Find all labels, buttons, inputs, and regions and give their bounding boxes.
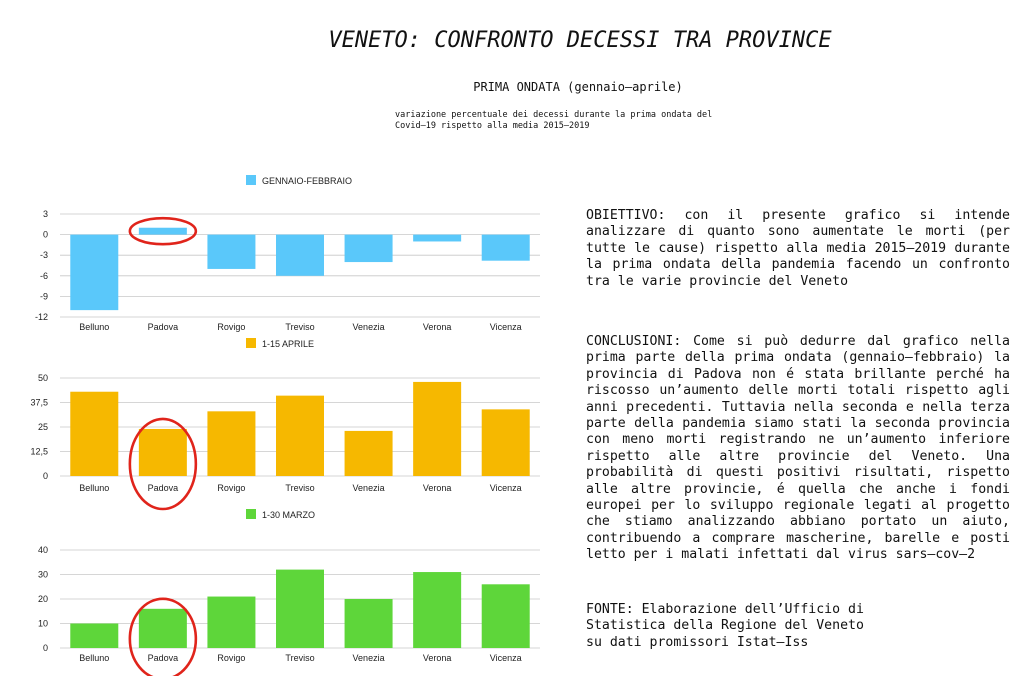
x-tick-label: Vicenza bbox=[489, 322, 522, 332]
bar-padova bbox=[139, 609, 187, 648]
chart-marzo-svg bbox=[18, 503, 552, 668]
bar-vicenza bbox=[482, 409, 530, 476]
bar-belluno bbox=[70, 624, 118, 649]
x-tick-label: Venezia bbox=[352, 653, 385, 663]
x-tick-label: Belluno bbox=[79, 653, 110, 663]
chart-aprile-svg bbox=[18, 333, 552, 498]
bar-rovigo bbox=[207, 411, 255, 476]
x-tick-label: Treviso bbox=[285, 483, 315, 493]
y-tick-label: -9 bbox=[39, 291, 48, 302]
y-tick-label: 40 bbox=[37, 545, 48, 555]
bar-padova bbox=[139, 228, 187, 235]
page-title: VENETO: CONFRONTO DECESSI TRA PROVINCE bbox=[328, 28, 832, 53]
fonte-line-1: FONTE: Elaborazione dell’Ufficio di bbox=[586, 602, 864, 617]
y-tick-label: 10 bbox=[37, 618, 48, 629]
x-tick-label: Vicenza bbox=[489, 483, 522, 493]
x-tick-label: Padova bbox=[147, 322, 179, 332]
chart-description bbox=[395, 110, 795, 132]
y-tick-label: 0 bbox=[42, 643, 48, 653]
x-tick-label: Rovigo bbox=[217, 322, 246, 332]
bar-verona bbox=[413, 235, 461, 242]
x-tick-label: Verona bbox=[422, 653, 452, 663]
bar-belluno bbox=[70, 235, 118, 311]
bar-verona bbox=[413, 382, 461, 476]
x-tick-label: Verona bbox=[422, 322, 452, 332]
bar-verona bbox=[413, 572, 461, 648]
bar-rovigo bbox=[207, 597, 255, 648]
bar-treviso bbox=[276, 570, 324, 648]
y-tick-label: 25 bbox=[37, 422, 48, 432]
x-tick-label: Padova bbox=[147, 483, 179, 493]
chart-marzo bbox=[18, 503, 552, 668]
x-tick-label: Belluno bbox=[79, 483, 110, 493]
bar-venezia bbox=[345, 431, 393, 476]
bar-vicenza bbox=[482, 584, 530, 648]
legend-swatch bbox=[246, 338, 256, 348]
legend-label: 1-15 APRILE bbox=[262, 339, 315, 349]
chart-gennaio-febbraio-svg bbox=[18, 168, 552, 338]
fonte-line-2: Statistica della Regione del Veneto bbox=[586, 618, 864, 634]
bar-padova bbox=[139, 429, 187, 476]
y-tick-label: 20 bbox=[37, 594, 48, 604]
bar-venezia bbox=[345, 599, 393, 648]
y-tick-label: 0 bbox=[42, 229, 48, 240]
bar-rovigo bbox=[207, 235, 255, 269]
x-tick-label: Treviso bbox=[285, 322, 315, 332]
x-tick-label: Verona bbox=[422, 483, 452, 493]
bar-treviso bbox=[276, 396, 324, 476]
bar-vicenza bbox=[482, 235, 530, 261]
y-tick-label: -6 bbox=[39, 270, 48, 281]
bar-venezia bbox=[345, 235, 393, 262]
bar-treviso bbox=[276, 235, 324, 276]
x-tick-label: Rovigo bbox=[217, 653, 246, 663]
chart-gennaio-febbraio bbox=[18, 168, 552, 338]
description-line-1: variazione percentuale dei decessi durante la prima ondata del bbox=[395, 110, 713, 120]
legend-label: GENNAIO-FEBBRAIO bbox=[262, 176, 353, 186]
description-line-2: Covid–19 rispetto alla media 2015–2019 bbox=[395, 121, 590, 131]
x-tick-label: Venezia bbox=[352, 483, 385, 493]
y-tick-label: 30 bbox=[37, 569, 48, 580]
obiettivo-text: OBIETTIVO: con il presente grafico si intende analizzare di quanto sono aumentate le morti (per tutte le cause) rispetto alla media 2015–2019 durante la prima ondata della pandemia facendo un confronto tra le varie provincie del Veneto bbox=[586, 208, 1010, 289]
y-tick-label: 3 bbox=[42, 209, 48, 219]
x-tick-label: Vicenza bbox=[489, 653, 522, 663]
legend-swatch bbox=[246, 509, 256, 519]
y-tick-label: -3 bbox=[39, 250, 48, 261]
x-tick-label: Rovigo bbox=[217, 483, 246, 493]
y-tick-label: 12,5 bbox=[30, 446, 48, 457]
chart-aprile bbox=[18, 333, 552, 498]
bar-belluno bbox=[70, 392, 118, 476]
legend-swatch bbox=[246, 175, 256, 185]
page-subtitle: PRIMA ONDATA (gennaio–aprile) bbox=[473, 80, 683, 94]
fonte-text bbox=[586, 602, 1010, 651]
fonte-line-3: su dati promissori Istat–Iss bbox=[586, 634, 809, 650]
x-tick-label: Belluno bbox=[79, 322, 110, 332]
y-tick-label: 37,5 bbox=[30, 397, 48, 408]
x-tick-label: Treviso bbox=[285, 653, 315, 663]
conclusioni-text: CONCLUSIONI: Come si può dedurre dal grafico nella prima parte della prima ondata (gennaio–febbraio) la provincia di Padova non é stata brillante perché ha riscosso un’aumento delle morti totali rispetto agli anni precedenti. Tuttavia nella seconda e nella terza parte della pandemia siamo stati la seconda provincia con meno morti registrando ne un’aumento inferiore rispetto alle altre provincie del Veneto. Una probabilità di questi positivi risultati, rispetto alle altre provincie, é quella che anche i fondi europei per lo sviluppo regionale legati al progetto che stiamo analizzando abbiano portato un aiuto, contribuendo a comprare mascherine, barelle e posti letto per i malati infettati dal virus sars–cov–2 bbox=[586, 334, 1010, 563]
y-tick-label: -12 bbox=[34, 312, 48, 322]
y-tick-label: 0 bbox=[42, 471, 48, 481]
y-tick-label: 50 bbox=[37, 373, 48, 383]
legend-label: 1-30 MARZO bbox=[262, 510, 316, 520]
x-tick-label: Venezia bbox=[352, 322, 385, 332]
x-tick-label: Padova bbox=[147, 653, 179, 663]
